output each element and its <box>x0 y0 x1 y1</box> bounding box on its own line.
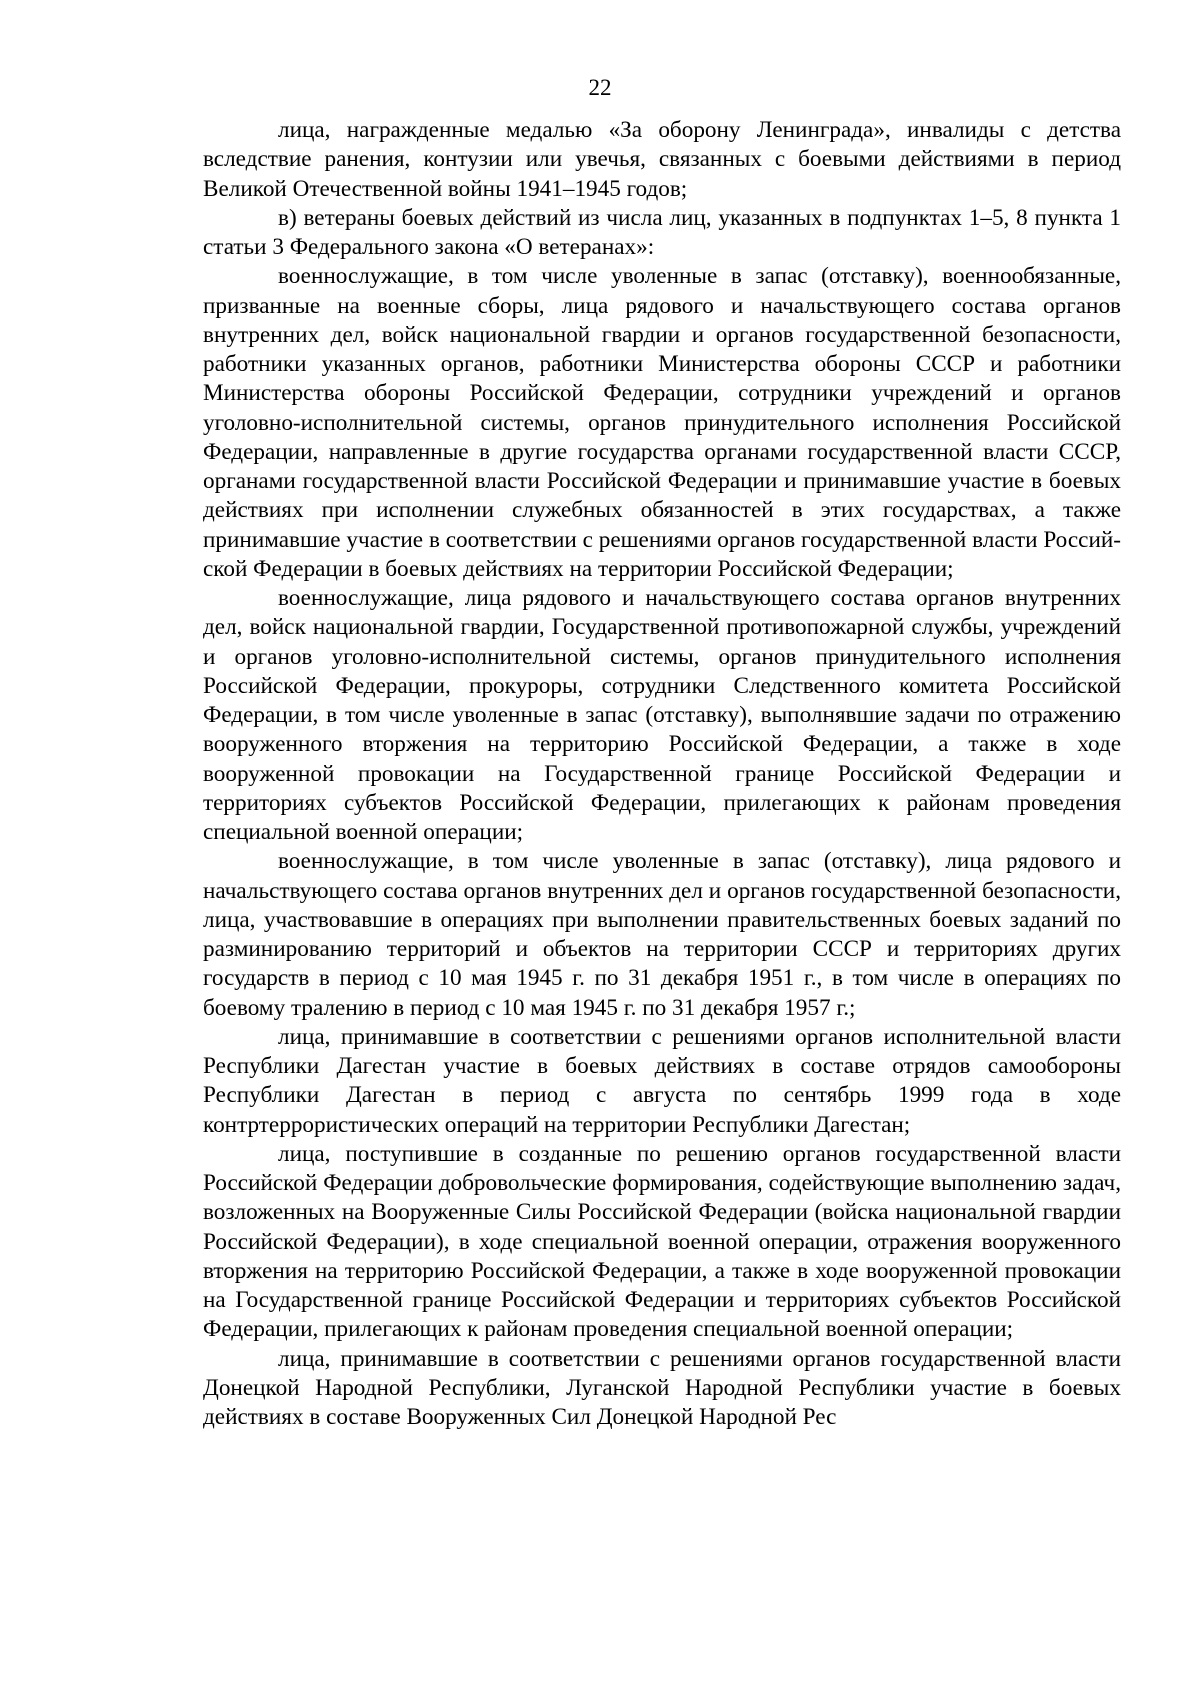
document-body <box>203 116 1121 1432</box>
paragraph: лица, принимавшие в соответствии с решениями органов исполнительной власти Республики Дагестан участие в боевых действиях в составе отрядов самообороны Республики Дагестан в период с августа по сентябрь 1999 года в ходе контртеррористических операций на территории Республики Дагестан; <box>203 1023 1121 1138</box>
paragraph: военнослужащие, в том числе уволенные в запас (отставку), лица рядового и начальствующего состава органов внутренних дел и органов государственной безопасности, лица, участвовавшие в операциях при выполнении правительственных боевых заданий по разминированию территорий и объектов на территории СССР и территориях других государств в период с 10 мая 1945 г. по 31 декабря 1951 г., в том числе в операциях по боевому тралению в период с 10 мая 1945 г. по 31 декабря 1957 г.; <box>203 848 1121 1021</box>
paragraph: военнослужащие, в том числе уволенные в запас (отставку), военнообязанные, призванные на военные сборы, лица рядового и начальствующего состава органов внутренних дел, войск национальной гвардии и органов государственной безопасности, работники указанных органов, работники Министерства обороны СССР и работники Министерства обороны Российской Федерации, сотрудники учреждений и органов уголовно-исполнительной системы, органов принудительного исполнения Российской Федерации, направленные в другие государства органами государственной власти СССР, органами государственной власти Российской Федерации и принимавшие участие в боевых действиях при исполнении служебных обязанностей в этих государствах, а также принимавшие участие в соответствии с решениями органов государственной власти Российской Федерации в боевых действиях на территории Российской Федерации; <box>203 263 1121 582</box>
paragraph: военнослужащие, лица рядового и начальствующего состава органов внутренних дел, войск национальной гвардии, Государственной противопожарной службы, учреждений и органов уголовно-исполнительной системы, органов принудительного исполнения Российской Федерации, прокуроры, сотрудники Следственного комитета Российской Федерации, в том числе уволенные в запас (отставку), выполнявшие задачи по отражению вооруженного вторжения на территорию Российской Федерации, а также в ходе вооруженной провокации на Государственной границе Российской Федерации и территориях субъектов Российской Федерации, прилегающих к районам проведения специальной военной операции; <box>203 585 1121 845</box>
paragraph: лица, принимавшие в соответствии с решениями органов государственной власти Донецкой Народной Республики, Луганской Народной Республики участие в боевых действиях в составе Вооруженных Сил Донецкой Народной Рес <box>203 1345 1121 1430</box>
paragraph: лица, поступившие в созданные по решению органов государственной власти Российской Федерации добровольческие формирования, содействующие выполнению задач, возложенных на Вооруженные Силы Российской Федерации (войска национальной гвардии Российской Федерации), в ходе специальной военной операции, отражения вооруженного вторжения на территорию Российской Федерации, а также в ходе вооруженной провокации на Государственной границе Российской Федерации и территориях субъектов Российской Федерации, прилегающих к районам проведения специальной военной операции; <box>203 1140 1121 1343</box>
paragraph: лица, награжденные медалью «За оборону Ленинграда», инвалиды с детства вследствие ранения, контузии или увечья, связанных с боевыми действиями в период Великой Отечественной войны 1941–1945 годов; <box>203 117 1121 202</box>
paragraph: в) ветераны боевых действий из числа лиц, указанных в подпунктах 1–5, 8 пункта 1 статьи 3 Федерального закона «О ветеранах»: <box>203 204 1121 260</box>
page-number: 22 <box>588 75 612 100</box>
